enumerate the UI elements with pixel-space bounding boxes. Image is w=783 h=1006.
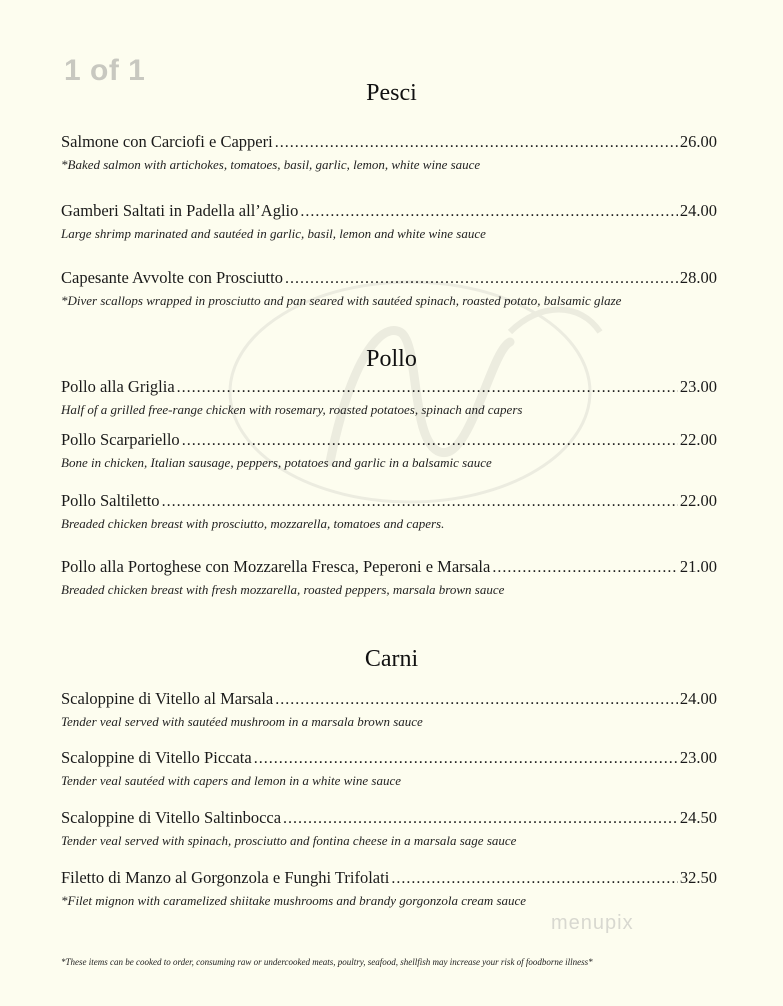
- menu-item: [61, 430, 717, 471]
- menu-item: [61, 268, 717, 309]
- item-name: Pollo Saltiletto: [61, 491, 160, 510]
- menupix-watermark: menupix: [551, 912, 634, 934]
- item-name: Filetto di Manzo al Gorgonzola e Funghi Trifolati: [61, 868, 390, 887]
- item-name: Capesante Avvolte con Prosciutto: [61, 268, 283, 287]
- item-price: 32.50: [679, 868, 717, 887]
- leader-dots: [177, 379, 678, 397]
- leader-dots: [254, 750, 678, 768]
- item-description: Breaded chicken breast with fresh mozzarella, roasted peppers, marsala brown sauce: [61, 582, 505, 597]
- section-title-pesci: Pesci: [366, 80, 417, 106]
- item-price: 22.00: [679, 491, 717, 510]
- item-name: Pollo Scarpariello: [61, 430, 180, 449]
- item-price: 23.00: [679, 748, 717, 767]
- item-price: 24.00: [679, 201, 717, 220]
- item-price: 28.00: [679, 268, 717, 287]
- allergen-footnote: *These items can be cooked to order, consuming raw or undercooked meats, poultry, seafood, shellfish may increase your risk of foodborne illness*: [61, 957, 593, 967]
- leader-dots: [283, 810, 678, 828]
- item-description: Half of a grilled free-range chicken with rosemary, roasted potatoes, spinach and capers: [61, 402, 523, 417]
- item-description: Tender veal served with spinach, prosciutto and fontina cheese in a marsala sage sauce: [61, 833, 517, 848]
- item-name: Scaloppine di Vitello al Marsala: [61, 689, 274, 708]
- menu-item: [61, 201, 717, 242]
- section-title-carni: Carni: [364, 646, 419, 672]
- item-name: Pollo alla Portoghese con Mozzarella Fresca, Peperoni e Marsala: [61, 557, 491, 576]
- menu-item: [61, 377, 717, 418]
- item-name: Gamberi Saltati in Padella all’Aglio: [61, 201, 299, 220]
- menu-item: [61, 868, 717, 909]
- menu-item: [61, 491, 717, 532]
- section-title-pollo: Pollo: [366, 346, 417, 372]
- item-description: Bone in chicken, Italian sausage, peppers, potatoes and garlic in a balsamic sauce: [61, 455, 492, 470]
- item-price: 24.00: [679, 689, 717, 708]
- item-description: Tender veal sautéed with capers and lemon in a white wine sauce: [61, 773, 401, 788]
- item-description: Tender veal served with sautéed mushroom in a marsala brown sauce: [61, 714, 423, 729]
- menu-item: [61, 748, 717, 789]
- menu-item: [61, 689, 717, 730]
- item-description: *Baked salmon with artichokes, tomatoes, basil, garlic, lemon, white wine sauce: [61, 157, 481, 172]
- leader-dots: [300, 203, 678, 221]
- leader-dots: [162, 493, 678, 511]
- item-price: 24.50: [679, 808, 717, 827]
- item-name: Salmone con Carciofi e Capperi: [61, 132, 273, 151]
- leader-dots: [182, 432, 678, 450]
- item-description: *Diver scallops wrapped in prosciutto and pan seared with sautéed spinach, roasted potato, balsamic glaze: [61, 293, 622, 308]
- menu-item: [61, 557, 717, 598]
- item-price: 21.00: [679, 557, 717, 576]
- page-indicator: 1 of 1: [64, 54, 146, 87]
- item-price: 23.00: [679, 377, 717, 396]
- item-name: Scaloppine di Vitello Saltinbocca: [61, 808, 282, 827]
- menu-item: [61, 808, 717, 849]
- leader-dots: [275, 134, 678, 152]
- item-name: Scaloppine di Vitello Piccata: [61, 748, 252, 767]
- leader-dots: [285, 270, 678, 288]
- item-price: 26.00: [679, 132, 717, 151]
- menu-item: [61, 132, 717, 173]
- item-price: 22.00: [679, 430, 717, 449]
- leader-dots: [492, 559, 678, 577]
- item-name: Pollo alla Griglia: [61, 377, 175, 396]
- item-description: *Filet mignon with caramelized shiitake mushrooms and brandy gorgonzola cream sauce: [61, 893, 527, 908]
- item-description: Breaded chicken breast with prosciutto, mozzarella, tomatoes and capers.: [61, 516, 445, 531]
- leader-dots: [275, 691, 678, 709]
- item-description: Large shrimp marinated and sautéed in garlic, basil, lemon and white wine sauce: [61, 226, 486, 241]
- leader-dots: [391, 870, 678, 888]
